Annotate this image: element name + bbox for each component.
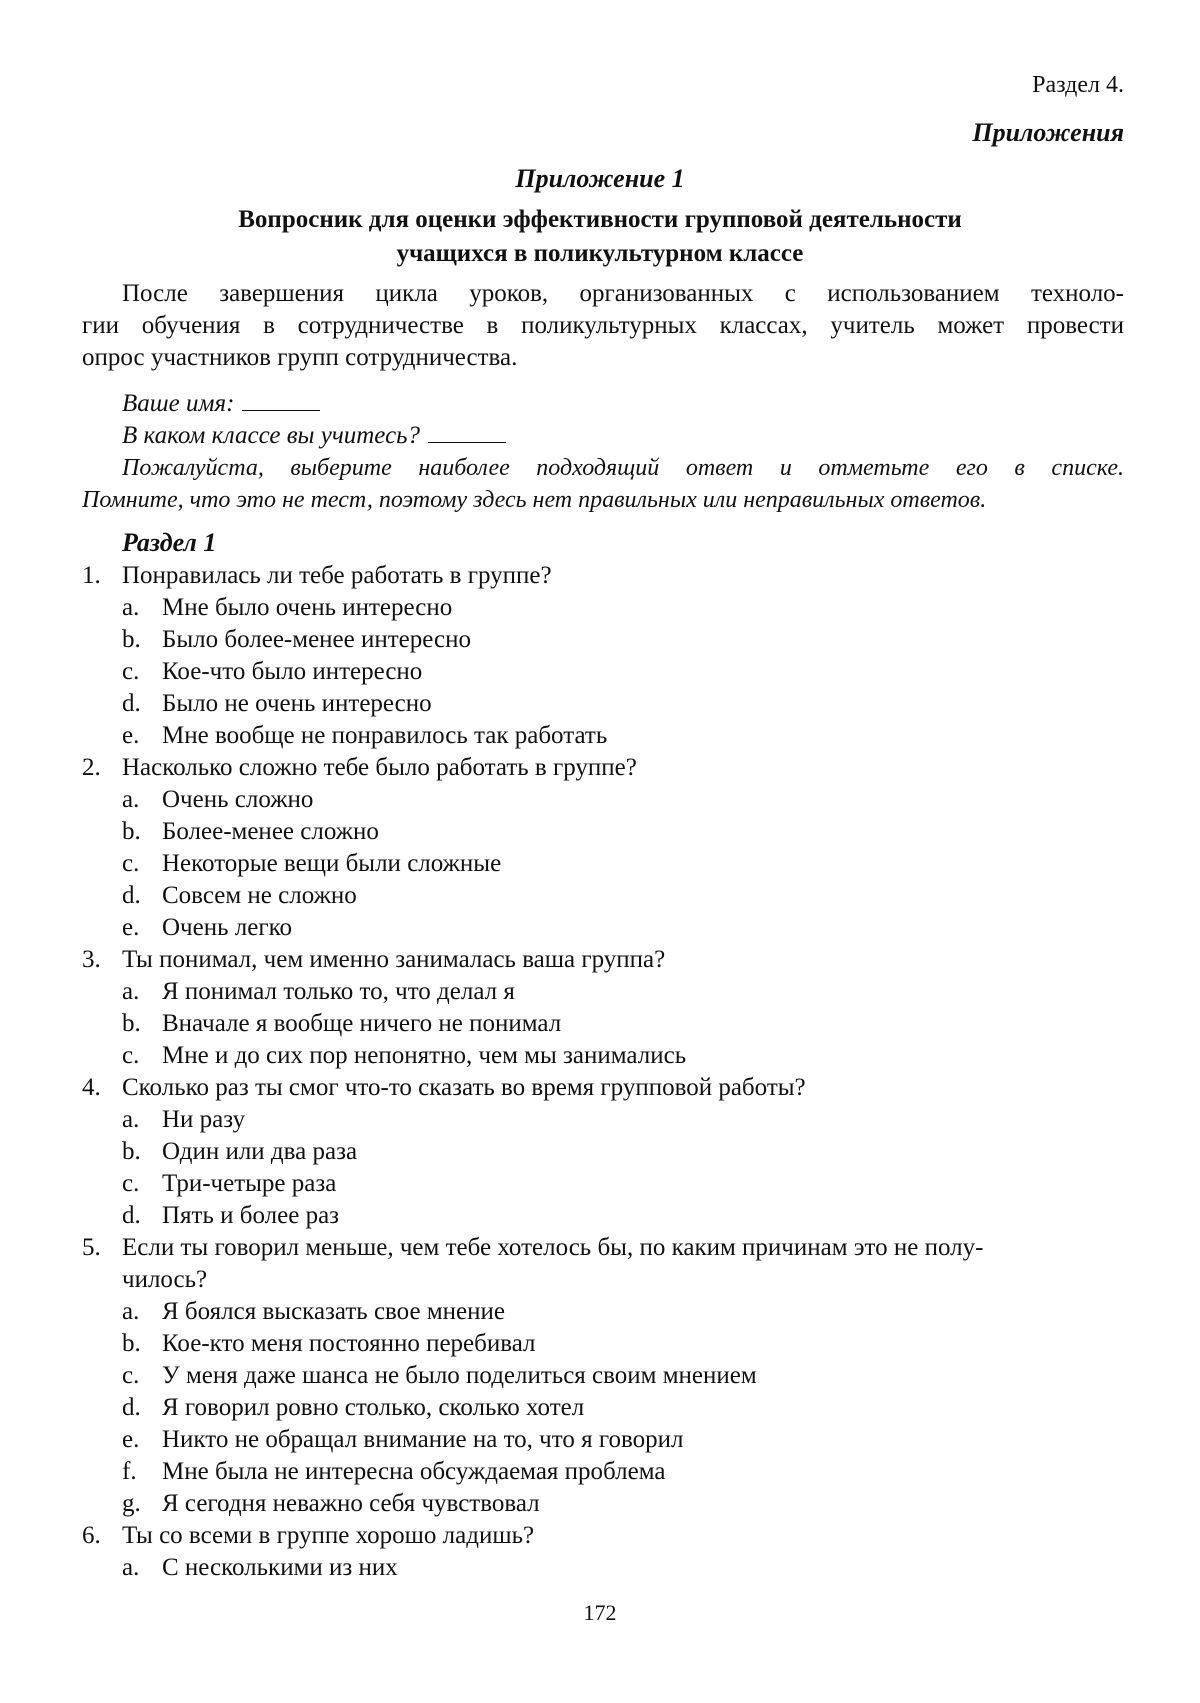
running-header: Раздел 4. — [1032, 72, 1124, 98]
name-label: Ваше имя: — [122, 390, 235, 417]
option[interactable]: d. Было не очень интересно — [122, 690, 432, 717]
appendix-title: Приложение 1 — [515, 164, 685, 193]
question-3: 3. Ты понимал, чем именно занималась ваша группа? — [82, 946, 666, 973]
intro-line: опрос участников групп сотрудничества. — [82, 344, 518, 371]
intro-line: гии обучения в сотрудничестве в поликультурных классах, учитель может провести — [82, 312, 1124, 339]
option[interactable]: c. Некоторые вещи были сложные — [122, 850, 502, 877]
option[interactable]: d. Я говорил ровно столько, сколько хотел — [122, 1394, 585, 1421]
option[interactable]: a. Ни разу — [122, 1106, 246, 1133]
option[interactable]: c. Три-четыре раза — [122, 1170, 337, 1197]
option[interactable]: c. Мне и до сих пор непонятно, чем мы занимались — [122, 1042, 687, 1069]
option[interactable]: e. Мне вообще не понравилось так работать — [122, 722, 608, 749]
option[interactable]: e. Очень легко — [122, 914, 292, 941]
option[interactable]: c. У меня даже шанса не было поделиться своим мнением — [122, 1362, 757, 1389]
questionnaire-title-line1: Вопросник для оценки эффективности групповой деятельности — [238, 206, 962, 233]
question-5-continuation: чилось? — [122, 1266, 208, 1293]
option[interactable]: a. С несколькими из них — [122, 1554, 398, 1581]
name-field — [122, 390, 320, 418]
option[interactable]: a. Очень сложно — [122, 786, 314, 813]
option[interactable]: c. Кое-что было интересно — [122, 658, 423, 685]
option[interactable]: a. Я боялся высказать свое мнение — [122, 1298, 505, 1325]
appendices-heading: Приложения — [972, 118, 1124, 147]
instruction-line: Пожалуйста, выберите наиболее подходящий ответ и отметьте его в списке. — [122, 455, 1124, 481]
class-field — [122, 422, 506, 450]
intro-paragraph — [82, 278, 1124, 374]
option[interactable]: d. Совсем не сложно — [122, 882, 357, 909]
page-number: 172 — [583, 1600, 617, 1625]
intro-line: После завершения цикла уроков, организованных с использованием техноло- — [122, 280, 1124, 307]
option[interactable]: f. Мне была не интересна обсуждаемая проблема — [122, 1458, 666, 1485]
questionnaire-title-line2: учащихся в поликультурном классе — [396, 240, 804, 267]
instructions — [82, 452, 1124, 516]
option[interactable]: a. Мне было очень интересно — [122, 594, 453, 621]
option[interactable]: g. Я сегодня неважно себя чувствовал — [122, 1490, 540, 1517]
question-1: 1. Понравилась ли тебе работать в группе? — [82, 562, 552, 589]
instruction-line: Помните, что это не тест, поэтому здесь нет правильных или неправильных ответов. — [82, 487, 987, 513]
option[interactable]: e. Никто не обращал внимание на то, что я говорил — [122, 1426, 684, 1453]
option[interactable]: b. Один или два раза — [122, 1138, 358, 1165]
option[interactable]: a. Я понимал только то, что делал я — [122, 978, 515, 1005]
part-heading: Раздел 1 — [122, 528, 217, 557]
option[interactable]: b. Было более-менее интересно — [122, 626, 471, 653]
option[interactable]: d. Пять и более раз — [122, 1202, 340, 1229]
question-2: 2. Насколько сложно тебе было работать в группе? — [82, 754, 637, 781]
option[interactable]: b. Кое-кто меня постоянно перебивал — [122, 1330, 536, 1357]
question-5: 5. Если ты говорил меньше, чем тебе хотелось бы, по каким причинам это не полу- — [82, 1234, 984, 1261]
class-blank-line[interactable] — [428, 422, 506, 443]
name-blank-line[interactable] — [242, 390, 320, 411]
option[interactable]: b. Вначале я вообще ничего не понимал — [122, 1010, 562, 1037]
question-6: 6. Ты со всеми в группе хорошо ладишь? — [82, 1522, 535, 1549]
question-4: 4. Сколько раз ты смог что-то сказать во время групповой работы? — [82, 1074, 806, 1101]
class-label: В каком классе вы учитесь? — [122, 422, 421, 449]
option[interactable]: b. Более-менее сложно — [122, 818, 379, 845]
